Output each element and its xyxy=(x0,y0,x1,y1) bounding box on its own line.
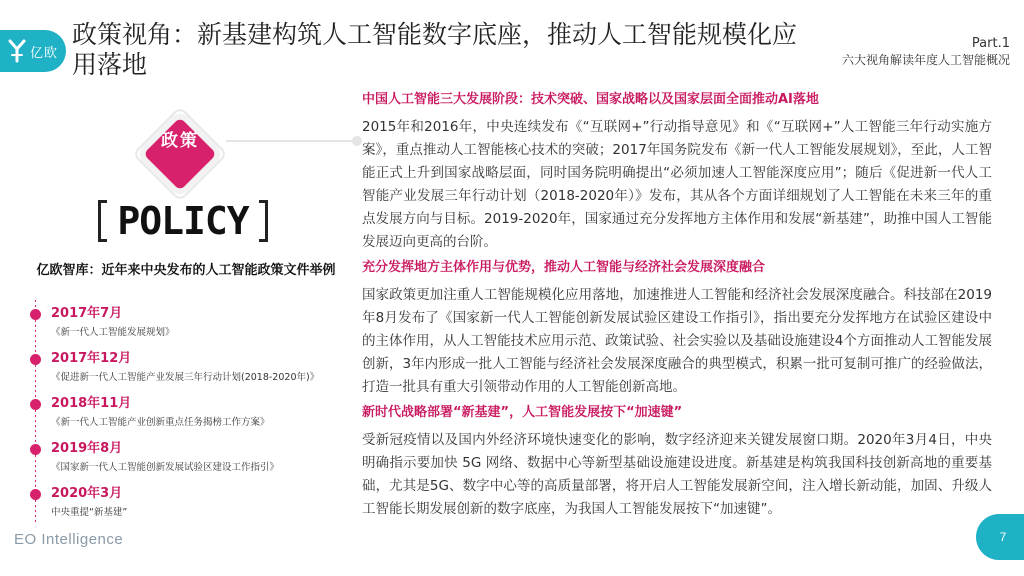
library-title: 亿欧智库：近年来中央发布的人工智能政策文件举例 xyxy=(36,263,336,278)
section-body: 国家政策更加注重人工智能规模化应用落地，加速推进人工智能和经济社会发展深度融合。科技部在2019年8月发布了《国家新一代人工智能创新发展试验区建设工作指引》，指出要充分发挥地方在试验区建设中的主体作用，从人工智能技术应用示范、政策试验、社会实验以及基础设施建设4个方面推动人工智能发展创新，3年内形成一批人工智能与经济社会发展深度融合的典型模式，积累一批可复制可推广的经验做法，打造一批具有重大引领带动作用的人工智能创新高地。 xyxy=(362,287,992,395)
footer-brand: EO Intelligence xyxy=(14,531,124,548)
brand-logo xyxy=(0,30,66,72)
timeline-doc: 中央重提“新基建” xyxy=(51,507,128,518)
section-body: 2015年和2016年，中央连续发布《“互联网+”行动指导意见》和《“互联网+”人工智能三年行动实施方案》，重点推动人工智能核心技术的突破；2017年国务院发布《新一代人工智能发展规划》，至此，人工智能正式上升到国家战略层面，同时国务院明确提出“必须加速人工智能深度应用”；随后《促进新一代人工智能产业发展三年行动计划（2018-2020年）》发布，其从各个方面详细规划了人工智能在未来三年的重点发展方向与目标。2019-2020年，国家通过充分发挥地方主体作用和发展“新基建”，助推中国人工智能发展迈向更高的台阶。 xyxy=(362,119,992,250)
policy-en-block xyxy=(98,196,268,246)
logo-text: 亿欧 xyxy=(30,45,59,61)
timeline-dot xyxy=(30,489,41,500)
timeline-dot xyxy=(30,309,41,320)
timeline-date: 2017年12月 xyxy=(51,351,132,366)
policy-cn-label: 政策 xyxy=(161,131,199,151)
right-bracket xyxy=(259,200,268,242)
section xyxy=(362,90,992,254)
timeline-dot xyxy=(30,399,41,410)
part-label: Part.1 xyxy=(971,36,1010,51)
part-subtitle: 六大视角解读年度人工智能概况 xyxy=(841,53,1010,67)
left-bracket xyxy=(98,200,107,242)
timeline-doc: 《促进新一代人工智能产业发展三年行动计划(2018-2020年)》 xyxy=(51,372,320,383)
section xyxy=(362,258,992,399)
timeline-date: 2020年3月 xyxy=(51,486,123,501)
policy-timeline xyxy=(0,300,360,525)
timeline-doc: 《国家新一代人工智能创新发展试验区建设工作指引》 xyxy=(51,462,280,473)
timeline-dot xyxy=(30,354,41,365)
part-label-block xyxy=(842,36,1010,68)
timeline-date: 2018年11月 xyxy=(51,396,132,411)
section xyxy=(362,403,992,521)
timeline-dot xyxy=(30,444,41,455)
connector-line xyxy=(226,140,356,142)
page-title: 政策视角：新基建构筑人工智能数字底座，推动人工智能规模化应用落地 xyxy=(72,20,798,79)
policy-en-label: POLICY xyxy=(117,199,249,243)
policy-diamond-badge xyxy=(132,106,228,202)
section-heading: 充分发挥地方主体作用与优势，推动人工智能与经济社会发展深度融合 xyxy=(362,260,766,275)
timeline-date: 2019年8月 xyxy=(51,441,123,456)
page-number: 7 xyxy=(976,514,1024,560)
connector-dot xyxy=(352,136,362,146)
section-heading: 新时代战略部署“新基建”，人工智能发展按下“加速键” xyxy=(362,405,683,420)
timeline-doc: 《新一代人工智能发展规划》 xyxy=(51,327,175,338)
section-body: 受新冠疫情以及国内外经济环境快速变化的影响，数字经济迎来关键发展窗口期。2020年3月4日，中央明确指示要加快 5G 网络、数据中心等新型基础设施建设进度。新基建是构筑我国科技创新高地的重要基础，尤其是5G、数字中心等的高质量部署，将开启人工智能发展新空间，注入增长新动能，加固、升级人工智能长期发展创新的数字底座，为我国人工智能发展按下“加速键”。 xyxy=(362,432,992,517)
timeline-date: 2017年7月 xyxy=(51,306,123,321)
content-sections xyxy=(362,90,992,525)
logo-mark-icon xyxy=(6,38,28,64)
timeline-doc: 《新一代人工智能产业创新重点任务揭榜工作方案》 xyxy=(51,417,270,428)
section-heading: 中国人工智能三大发展阶段：技术突破、国家战略以及国家层面全面推动AI落地 xyxy=(362,92,819,107)
